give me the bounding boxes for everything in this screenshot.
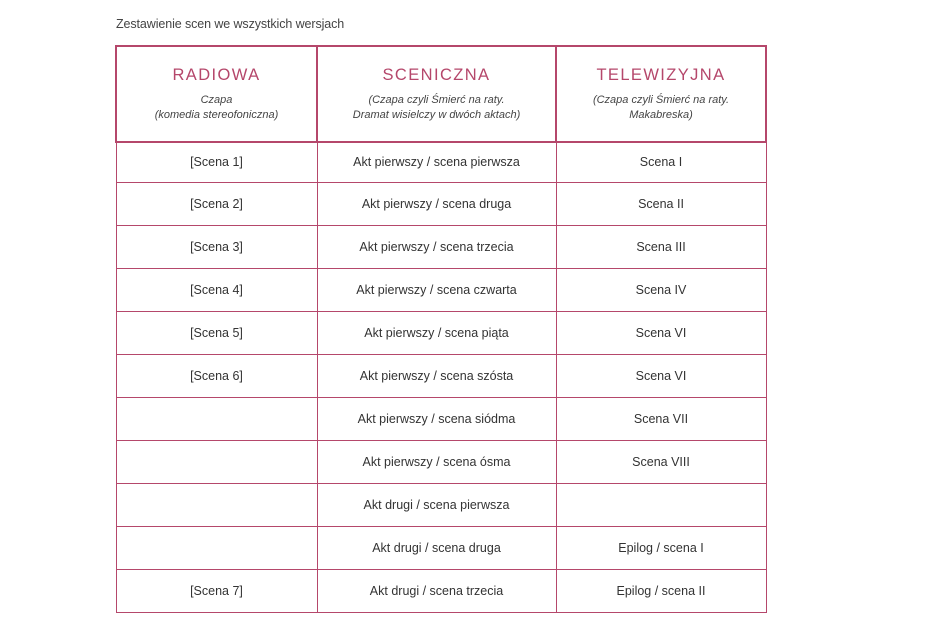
header-telewizyjna-subtitle-1: (Czapa czyli Śmierć na raty. [592,93,730,106]
cell-tv: Scena VI [556,311,766,354]
header-radiowa-subtitle-2: (komedia stereofoniczna) [154,108,279,121]
cell-radio: [Scena 6] [116,354,317,397]
cell-stage: Akt pierwszy / scena druga [317,182,556,225]
cell-stage: Akt drugi / scena pierwsza [317,483,556,526]
cell-tv: Scena VII [556,397,766,440]
header-radiowa [116,46,317,142]
cell-stage: Akt pierwszy / scena siódma [317,397,556,440]
table-row [116,569,766,612]
header-sceniczna-subtitle-2: Dramat wisielczy w dwóch aktach) [352,108,521,121]
cell-tv: Scena II [556,182,766,225]
cell-radio [116,397,317,440]
cell-radio: [Scena 7] [116,569,317,612]
table-row [116,526,766,569]
cell-radio: [Scena 3] [116,225,317,268]
header-radiowa-subtitle-1: Czapa [200,93,233,106]
table-row [116,440,766,483]
table-row [116,182,766,225]
cell-stage: Akt drugi / scena trzecia [317,569,556,612]
table-row [116,268,766,311]
table-row [116,142,766,182]
cell-tv [556,483,766,526]
cell-tv: Scena VI [556,354,766,397]
header-sceniczna [317,46,556,142]
cell-stage: Akt pierwszy / scena trzecia [317,225,556,268]
table-row [116,311,766,354]
header-row [116,46,766,142]
table-row [116,354,766,397]
cell-stage: Akt pierwszy / scena piąta [317,311,556,354]
cell-radio [116,440,317,483]
cell-radio [116,526,317,569]
cell-tv: Scena I [556,142,766,182]
header-sceniczna-subtitle-1: (Czapa czyli Śmierć na raty. [368,93,505,106]
table-row [116,483,766,526]
header-radiowa-title: RADIOWA [172,65,261,84]
cell-stage: Akt pierwszy / scena ósma [317,440,556,483]
cell-tv: Epilog / scena II [556,569,766,612]
cell-tv: Scena VIII [556,440,766,483]
cell-stage: Akt pierwszy / scena szósta [317,354,556,397]
cell-stage: Akt drugi / scena druga [317,526,556,569]
cell-radio: [Scena 2] [116,182,317,225]
header-telewizyjna [556,46,766,142]
cell-radio: [Scena 4] [116,268,317,311]
scenes-comparison-table [115,45,767,613]
table-header [116,46,766,142]
table-body [116,142,766,612]
header-sceniczna-title: SCENICZNA [382,65,491,84]
header-telewizyjna-title: TELEWIZYJNA [596,65,726,84]
header-telewizyjna-subtitle-2: Makabreska) [629,108,693,121]
cell-tv: Scena III [556,225,766,268]
cell-radio [116,483,317,526]
cell-tv: Epilog / scena I [556,526,766,569]
table-caption: Zestawienie scen we wszystkich wersjach [116,17,345,31]
cell-radio: [Scena 1] [116,142,317,182]
table-row [116,397,766,440]
cell-tv: Scena IV [556,268,766,311]
cell-radio: [Scena 5] [116,311,317,354]
cell-stage: Akt pierwszy / scena czwarta [317,268,556,311]
cell-stage: Akt pierwszy / scena pierwsza [317,142,556,182]
table-row [116,225,766,268]
